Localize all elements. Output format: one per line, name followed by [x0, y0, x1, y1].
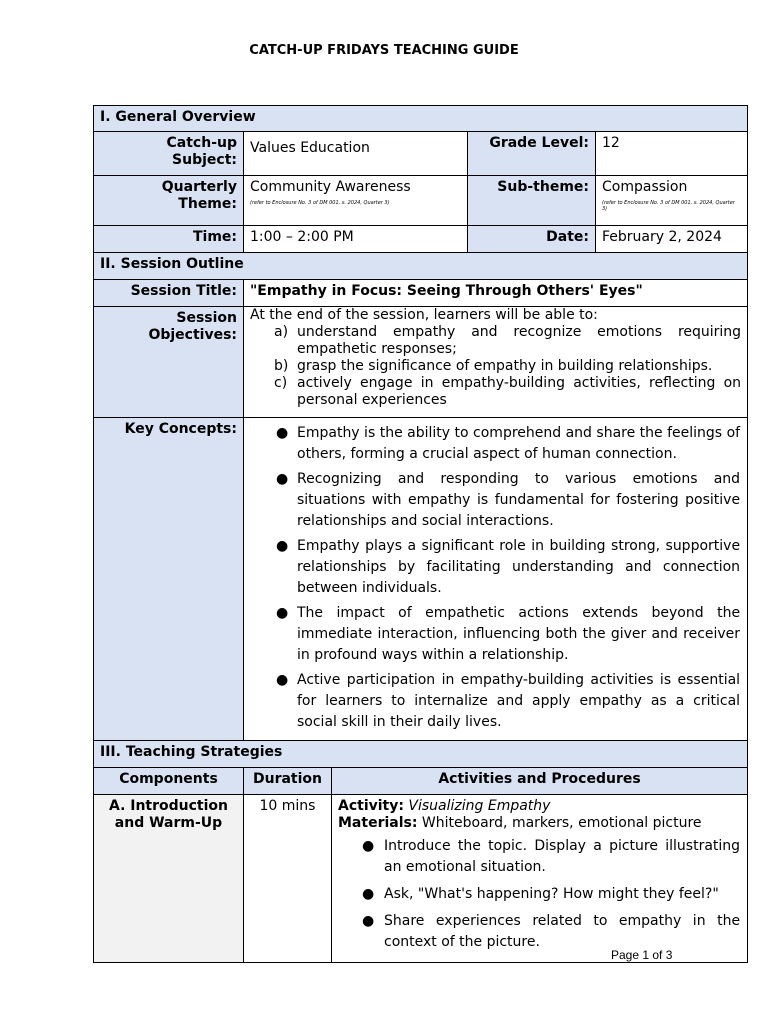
grade-value: 12: [596, 132, 748, 176]
materials-line: [338, 815, 740, 832]
theme-note: (refer to Enclosure No. 3 of DM 001, s. 2024, Quarter 3): [250, 200, 390, 206]
theme-value: Community Awareness: [250, 179, 411, 195]
key-concept-item: [250, 536, 740, 599]
objective-text: understand empathy and recognize emotions requiring empathetic responses;: [297, 324, 742, 357]
key-concept-item: [250, 423, 740, 465]
key-concept-text: Recognizing and responding to various emotions and situations with empathy is fundamental for fostering positive relationships and social interactions.: [297, 471, 741, 529]
objectives-cell: [244, 307, 748, 418]
theme-label: Quarterly Theme:: [94, 176, 244, 226]
activity-step-text: Share experiences related to empathy in the context of the picture.: [384, 913, 741, 950]
column-header-components: Components: [94, 768, 244, 795]
activity-value: Visualizing Empathy: [408, 798, 551, 814]
objective-item: [250, 324, 741, 358]
session-title-value: "Empathy in Focus: Seeing Through Others' Eyes": [244, 280, 748, 307]
teaching-guide-table: [93, 105, 748, 963]
objective-marker: a): [274, 324, 289, 340]
key-concept-text: The impact of empathetic actions extends beyond the immediate interaction, influencing both the giver and receiver in profound ways within a relationship.: [297, 605, 741, 663]
objective-marker: c): [274, 375, 288, 391]
activity-step-text: Introduce the topic. Display a picture illustrating an emotional situation.: [384, 838, 741, 875]
section-heading-general: I. General Overview: [94, 106, 748, 132]
materials-label: Materials:: [338, 815, 418, 831]
grade-label: Grade Level:: [468, 132, 596, 176]
key-concept-text: Empathy is the ability to comprehend and share the feelings of others, forming a crucial aspect of human connection.: [297, 425, 741, 462]
key-concepts-cell: [244, 418, 748, 741]
objectives-label: Session Objectives:: [94, 307, 244, 418]
subtheme-value: Compassion: [602, 179, 688, 195]
key-concept-item: [250, 603, 740, 666]
activity-step: [338, 836, 740, 878]
key-concept-item: [250, 469, 740, 532]
section-heading-strategies: III. Teaching Strategies: [94, 741, 748, 768]
bullet-icon: ●: [276, 425, 289, 441]
key-concept-item: [250, 670, 740, 733]
subject-label: Catch-up Subject:: [94, 132, 244, 176]
objective-text: grasp the significance of empathy in building relationships.: [297, 358, 713, 374]
duration-introduction: 10 mins: [244, 795, 332, 963]
objective-marker: b): [274, 358, 289, 374]
session-title-label: Session Title:: [94, 280, 244, 307]
component-introduction: A. Introduction and Warm-Up: [94, 795, 244, 963]
activity-label: Activity:: [338, 798, 404, 814]
time-label: Time:: [94, 226, 244, 253]
subtheme-cell: [596, 176, 748, 226]
bullet-icon: ●: [276, 471, 289, 487]
key-concepts-list: [250, 423, 740, 733]
date-label: Date:: [468, 226, 596, 253]
subject-value: Values Education: [244, 132, 468, 176]
objectives-list: [250, 324, 741, 409]
materials-value: Whiteboard, markers, emotional picture: [421, 815, 702, 831]
activity-step-text: Ask, "What's happening? How might they feel?": [384, 886, 719, 902]
bullet-icon: ●: [276, 672, 289, 688]
activity-steps-list: [338, 836, 740, 953]
column-header-duration: Duration: [244, 768, 332, 795]
activity-line: [338, 798, 740, 815]
activities-introduction: [332, 795, 748, 963]
bullet-icon: ●: [276, 538, 289, 554]
page-number: Page 1 of 3: [611, 948, 673, 962]
bullet-icon: ●: [362, 913, 375, 929]
key-concept-text: Active participation in empathy-building activities is essential for learners to internalize and apply empathy as a critical social skill in their daily lives.: [297, 672, 741, 730]
subtheme-note: (refer to Enclosure No. 3 of DM 001, s. 2024, Quarter 3): [602, 200, 735, 212]
document-title: CATCH-UP FRIDAYS TEACHING GUIDE: [249, 43, 519, 58]
time-value: 1:00 – 2:00 PM: [244, 226, 468, 253]
theme-cell: [244, 176, 468, 226]
activity-step: [338, 884, 740, 905]
subtheme-label: Sub-theme:: [468, 176, 596, 226]
date-value: February 2, 2024: [596, 226, 748, 253]
bullet-icon: ●: [362, 838, 375, 854]
key-concepts-label: Key Concepts:: [94, 418, 244, 741]
bullet-icon: ●: [276, 605, 289, 621]
objective-text: actively engage in empathy-building activities, reflecting on personal experiences: [297, 375, 742, 408]
key-concept-text: Empathy plays a significant role in building strong, supportive relationships by facilitating understanding and connection between individuals.: [297, 538, 741, 596]
objective-item: [250, 358, 741, 375]
objective-item: [250, 375, 741, 409]
section-heading-session: II. Session Outline: [94, 253, 748, 280]
objectives-intro: At the end of the session, learners will be able to:: [250, 307, 598, 323]
column-header-activities: Activities and Procedures: [332, 768, 748, 795]
activity-step: [338, 911, 740, 953]
bullet-icon: ●: [362, 886, 375, 902]
